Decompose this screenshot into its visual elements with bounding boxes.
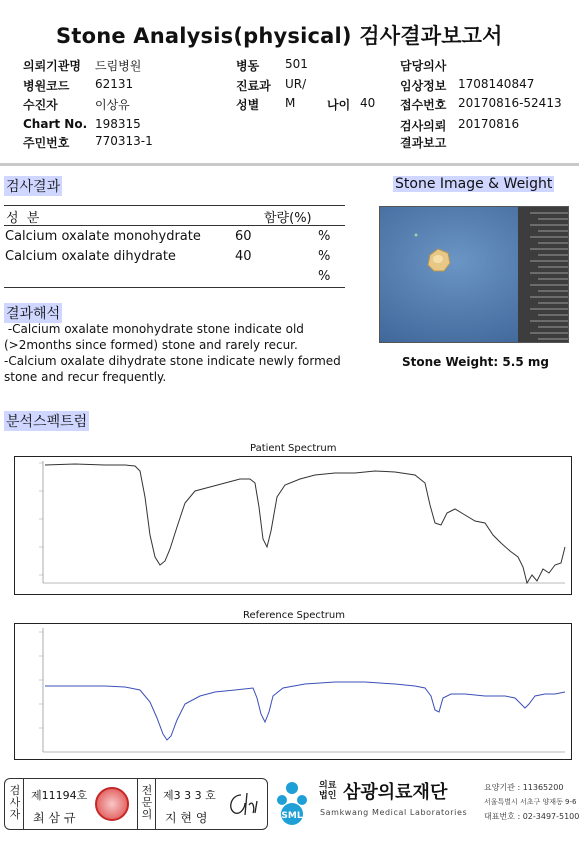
sml-logo-icon: [272, 780, 312, 826]
interpretation-line: -Calcium oxalate dihydrate stone indicate newly formed: [4, 354, 341, 368]
spectrum-heading: 분석스펙트럼: [4, 411, 89, 431]
header-value: 62131: [95, 77, 134, 91]
header-value: 드림병원: [95, 59, 142, 73]
org-info-code: 요양기관 : 11365200: [484, 783, 564, 792]
header-value: UR/: [285, 77, 307, 91]
header-label: 주민번호: [23, 136, 70, 150]
header-value: 이상유: [95, 98, 130, 112]
header-value: 20170816-52413: [458, 96, 562, 110]
org-name: 삼광의료재단: [343, 782, 448, 803]
header-label: 병원코드: [23, 79, 70, 93]
component-name: Calcium oxalate dihydrate: [5, 249, 176, 264]
interpretation-heading: 결과해석: [4, 303, 62, 323]
specialist-role: 전 문 의: [141, 784, 153, 821]
header-label: 결과보고: [400, 136, 447, 150]
reference-spectrum-title: Reference Spectrum: [243, 610, 345, 621]
component-value: 60: [235, 229, 252, 244]
header-separator: [0, 163, 579, 166]
signature: [223, 789, 263, 821]
header-label: 임상정보: [400, 79, 447, 93]
header-value: 501: [285, 57, 308, 71]
header-label: 접수번호: [400, 98, 447, 112]
org-info-address: 서울특별시 서초구 양재동 9-6: [484, 798, 577, 806]
specialist-license: 제3 3 3 호: [163, 789, 216, 802]
stone-weight: [402, 355, 549, 369]
interpretation-line: -Calcium oxalate monohydrate stone indicate old: [4, 322, 304, 336]
header-label: 담당의사: [400, 59, 447, 73]
reference-spectrum-chart: [14, 623, 572, 760]
specialist-name: 지 현 영: [165, 811, 208, 825]
stone-weight-value: 5.5 mg: [502, 355, 549, 369]
report-title: Stone Analysis(physical) 검사결과보고서: [56, 24, 503, 48]
header-label: 검사의뢰: [400, 119, 447, 133]
results-table-bottom: [4, 287, 345, 288]
stone-weight-label: Stone Weight:: [402, 355, 499, 369]
component-unit: %: [318, 229, 331, 244]
results-table-divider: [4, 225, 345, 226]
org-info-phone: 대표번호 : 02-3497-5100: [484, 812, 579, 821]
patient-spectrum-chart: [14, 456, 572, 595]
header-label: 수진자: [23, 98, 58, 112]
examiner-name: 최 삼 규: [33, 811, 76, 825]
results-table-top: [4, 205, 345, 206]
stone-photo: [379, 206, 569, 343]
logo-text: SML: [281, 811, 303, 821]
component-unit: %: [318, 269, 331, 284]
header-value: M: [285, 96, 296, 110]
results-heading: 검사결과: [4, 176, 62, 196]
age-value: 40: [360, 96, 376, 110]
header-label: 진료과: [236, 79, 271, 93]
header-value: 198315: [95, 117, 141, 131]
patient-spectrum-title: Patient Spectrum: [250, 443, 337, 454]
component-value: 40: [235, 249, 252, 264]
interpretation-text: [4, 321, 341, 385]
age-label: 나이: [327, 98, 351, 112]
col-component: 성 분: [6, 211, 42, 226]
seal-stamp: [95, 787, 129, 821]
examiner-license: 제11194호: [31, 789, 88, 802]
examiner-role: 검 사 자: [9, 784, 21, 821]
header-value: 1708140847: [458, 77, 535, 91]
header-label: 병동: [236, 59, 260, 73]
component-name: Calcium oxalate monohydrate: [5, 229, 201, 244]
interpretation-line: (>2months since formed) stone and rarely recur.: [4, 338, 298, 352]
org-english-name: Samkwang Medical Laboratories: [320, 808, 468, 817]
signature-box: [4, 778, 268, 830]
header-value: 770313-1: [95, 134, 153, 148]
org-type: 의료 법인: [319, 781, 337, 801]
component-unit: %: [318, 249, 331, 264]
interpretation-line: stone and recur frequently.: [4, 370, 167, 384]
header-value: 20170816: [458, 117, 520, 131]
col-amount: 함량(%): [264, 211, 312, 226]
image-heading: Stone Image & Weight: [395, 176, 553, 192]
header-label: Chart No.: [23, 117, 88, 131]
header-label: 의뢰기관명: [23, 59, 81, 73]
header-label: 성별: [236, 98, 260, 112]
